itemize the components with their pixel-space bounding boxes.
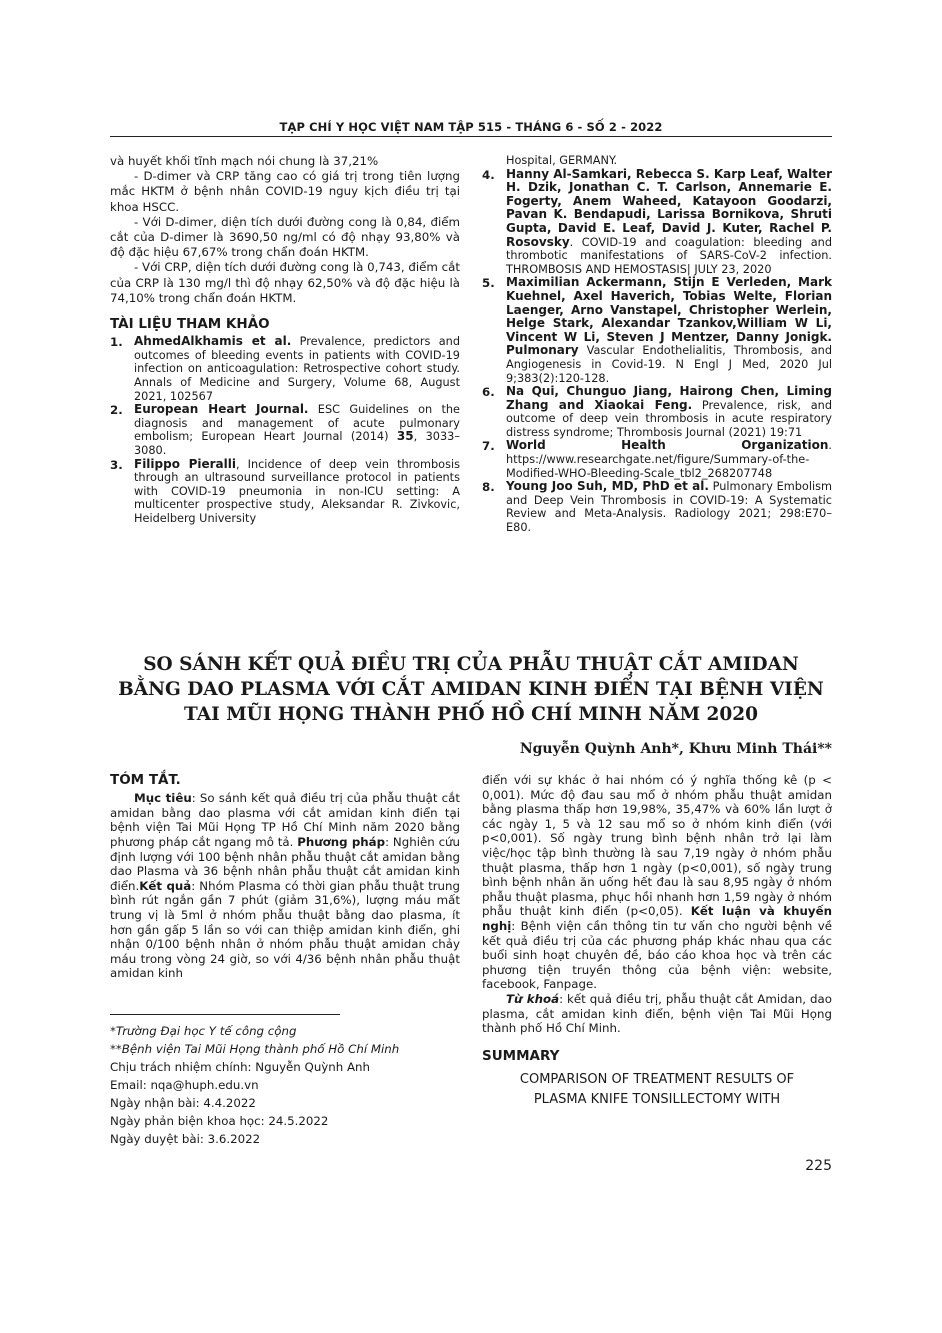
abstract-paragraph-cont — [482, 773, 832, 992]
reference-authors: Filippo Pieralli — [134, 456, 236, 471]
reference-text: Prevalence, predictors and outcomes of bleeding events in patients with COVID-19 infection on anticoagulation: Retrospective cohort study. Annals of Medicine and Surgery, Volume 68, August 2021, 102567 — [134, 335, 461, 403]
right-column — [482, 154, 832, 535]
reference-continued: Hospital, GERMANY. — [506, 154, 618, 167]
reference-authors: Na Qui, Chunguo Jiang, Hairong Chen, Liming Zhang and Xiaokai Feng. — [506, 384, 832, 412]
reference-authors: Hanny Al-Samkari, Rebecca S. Karp Leaf, Walter H. Dzik, Jonathan C. T. Carlson, Annemarie E. Fogerty, Anem Waheed, Katayoon Goodarzi, Pavan K. Bendapudi, Larissa Bornikova, Shruti Gupta, David E. Leaf, David J. Kuter, Rachel P. Rosovsky — [506, 166, 832, 249]
abstract-heading: TÓM TẮT. — [110, 772, 181, 788]
conclusion-line: - D-dimer và CRP tăng cao có giá trị trong tiên lượng mắc HKTM ở bệnh nhân COVID-19 nguy kịch điều trị tại khoa HSCC. — [110, 169, 460, 214]
result-text: : Nhóm Plasma có thời gian phẫu thuật trung bình rút ngắn gần 7 phút (giảm 31,6%), lượng máu mất trung vị là 5ml ở nhóm phẫu thuật bằng dao plasma, ít hơn gần gấp 5 lần so với can thiệp amidan kinh điển, ghi nhận 0/100 bệnh nhân ở nhóm phẫu thuật amidan chảy máu trong vòng 24 giờ, so với 4/36 bệnh nhân phẫu thuật amidan kinh — [110, 878, 460, 981]
reference-pages: , 3033–3080. — [134, 430, 460, 457]
keywords-label: Từ khoá — [506, 991, 560, 1006]
reference-authors: AhmedAlkhamis et al. — [134, 334, 292, 349]
abstract-left-column — [110, 773, 460, 981]
reference-text: Prevalence, risk, and outcome of deep vein thrombosis in acute respiratory distress syndrome; Thrombosis Journal (2021) 19:71 — [506, 398, 832, 439]
conclusion-line: - Với CRP, diện tích dưới đường cong là 0,743, điểm cắt của CRP là 130 mg/l thì độ nhạy 62,50% và độ đặc hiệu là 74,10% trong chẩn đoán HKTM. — [110, 260, 460, 305]
method-label: Phương pháp — [297, 834, 386, 849]
reference-item — [482, 385, 832, 439]
title-line: TAI MŨI HỌNG THÀNH PHỐ HỒ CHÍ MINH NĂM 2020 — [184, 704, 758, 725]
summary-title-line: PLASMA KNIFE TONSILLECTOMY WITH — [533, 1091, 781, 1107]
email: Email: nqa@huph.edu.vn — [110, 1078, 259, 1092]
left-column — [110, 154, 460, 526]
page-number: 225 — [805, 1158, 832, 1174]
summary-heading: SUMMARY — [482, 1047, 560, 1064]
references-heading: TÀI LIỆU THAM KHẢO — [110, 316, 270, 333]
reference-authors: World Health Organization — [506, 438, 829, 453]
reference-authors: Young Joo Suh, MD, PhD et al. — [506, 479, 709, 494]
article-title — [110, 652, 832, 727]
accepted-date: Ngày duyệt bài: 3.6.2022 — [110, 1132, 261, 1146]
received-date: Ngày nhận bài: 4.4.2022 — [110, 1096, 256, 1110]
reference-number: 7. — [482, 439, 495, 454]
conclusion-line: - Với D-dimer, diện tích dưới đường cong là 0,84, điểm cắt của D-dimer là 3690,50 ng/ml có độ nhạy 93,80% và độ đặc hiệu 67,67% trong chẩn đoán HKTM. — [110, 214, 460, 260]
reference-number: 1. — [110, 335, 123, 350]
conclusion-label: Kết luận và khuyến nghị — [482, 904, 832, 933]
summary-title-line: COMPARISON OF TREATMENT RESULTS OF — [519, 1071, 795, 1087]
reference-number: 2. — [110, 403, 123, 418]
reference-volume: 35 — [396, 429, 414, 444]
keywords-paragraph — [482, 992, 832, 1036]
conclusion-text: : Bệnh viện cần thông tin tư vấn cho người bệnh về kết quả điều trị của các phương pháp khác nhau qua các buổi sinh hoạt chuyên đề, báo cáo khoa học và trên các phương tiện truyền thông của bệnh viện: website, facebook, Fanpage. — [482, 918, 832, 992]
reference-number: 8. — [482, 480, 495, 495]
reference-item — [482, 168, 832, 277]
reference-item — [110, 458, 460, 526]
abstract-paragraph — [110, 791, 460, 981]
keywords-text: : kết quả điều trị, phẫu thuật cắt Amidan, dao plasma, cắt amidan kinh điển, bệnh viện Tai Mũi Họng thành phố Hồ Chí Minh. — [482, 991, 832, 1036]
reference-item — [482, 480, 832, 534]
reference-number: 3. — [110, 457, 123, 472]
reference-item — [110, 403, 460, 457]
reference-authors: European Heart Journal. — [134, 402, 309, 417]
reference-number: 5. — [482, 276, 495, 291]
objective-text: : So sánh kết quả điều trị của phẫu thuật cắt amidan bằng dao plasma với cắt amidan kinh điển tại bệnh viện Tai Mũi Họng TP Hồ Chí Minh năm 2020 bằng phương pháp cắt ngang mô tả. — [110, 791, 460, 849]
affiliation-1: *Trường Đại học Y tế công cộng — [110, 1024, 297, 1038]
reference-number: 4. — [482, 167, 495, 182]
article-authors: Nguyễn Quỳnh Anh*, Khưu Minh Thái** — [519, 741, 832, 757]
conclusion-line: và huyết khối tĩnh mạch nói chung là 37,21% — [110, 154, 379, 168]
reference-text: . COVID-19 and coagulation: bleeding and thrombotic manifestations of SARS-CoV-2 infection. THROMBOSIS AND HEMOSTASIS| JULY 23, 2020 — [506, 235, 832, 276]
corresponding-author: Chịu trách nhiệm chính: Nguyễn Quỳnh Anh — [110, 1060, 371, 1074]
reference-text: ESC Guidelines on the diagnosis and management of acute pulmonary embolism; European Heart Journal (2014) — [134, 403, 461, 444]
objective-label: Mục tiêu — [134, 791, 192, 806]
reference-number: 6. — [482, 385, 495, 400]
reference-text: , Incidence of deep vein thrombosis through an ultrasound surveillance protocol in patients with COVID-19 pneumonia in non-ICU setting: A multicenter prospective study, Aleksandar R. Zivkovic, Heidelberg University — [134, 457, 460, 525]
method-text: : Nghiên cứu định lượng với 100 bệnh nhân phẫu thuật cắt amidan bằng dao Plasma và 36 bệnh nhân phẫu thuật cắt amidan kinh điển. — [110, 834, 461, 893]
result-text-cont: điển với sự khác ở hai nhóm có ý nghĩa thống kê (p < 0,001). Mức độ đau sau mổ ở nhóm phẫu thuật amidan bằng plasma thấp hơn 19,98%, 35,47% và 60% lần lượt ở các ngày 1, 5 và 12 sau mổ so ở nhóm kinh điển (với p<0,001). Số ngày trung bình bệnh nhân trở lại làm việc/học tập bình thường là sau 7,19 ngày ở nhóm phẫu thuật plasma, thấp hơn 1 ngày (p<0,001), số ngày trung bình bệnh nhân ăn uống hết đau là sau 8,95 ngày ở nhóm phẫu thuật plasma, phục hồi nhanh hơn 1,59 ngày ở nhóm phẫu thuật kinh điển (p<0,05). — [482, 773, 832, 919]
footnotes — [110, 1022, 460, 1148]
title-line: SO SÁNH KẾT QUẢ ĐIỀU TRỊ CỦA PHẪU THUẬT CẮT AMIDAN — [143, 654, 799, 675]
reference-authors: Maximilian Ackermann, Stijn E Verleden, Mark Kuehnel, Axel Haverich, Tobias Welte, Florian Laenger, Arno Vanstapel, Christopher Werlein, Helge Stark, Alexandar Tzankov,William W Li, Vincent W Li, Steven J Mentzer, Danny Jonigk. Pulmonary — [506, 275, 832, 358]
reference-item — [482, 276, 832, 385]
title-line: BẰNG DAO PLASMA VỚI CẮT AMIDAN KINH ĐIỂN TẠI BỆNH VIỆN — [118, 679, 824, 700]
header-rule — [110, 136, 832, 137]
reference-item — [482, 439, 832, 480]
reference-text: . https://www.researchgate.net/figure/Summary-of-the-Modified-WHO-Bleeding-Scale_tbl2_268207748 — [506, 439, 832, 480]
affiliation-2: **Bệnh viện Tai Mũi Họng thành phố Hồ Chí Minh — [110, 1042, 400, 1056]
result-label: Kết quả — [139, 878, 192, 893]
reviewed-date: Ngày phản biện khoa học: 24.5.2022 — [110, 1114, 329, 1128]
footnote-rule — [110, 1014, 340, 1015]
abstract-right-column — [482, 773, 832, 1110]
journal-header: TẠP CHÍ Y HỌC VIỆT NAM TẬP 515 - THÁNG 6 - SỐ 2 - 2022 — [279, 120, 663, 134]
summary-title — [482, 1070, 832, 1110]
reference-text: Vascular Endothelialitis, Thrombosis, and Angiogenesis in Covid-19. N Engl J Med, 2020 Jul 9;383(2):120-128. — [506, 344, 832, 385]
reference-text: Pulmonary Embolism and Deep Vein Thrombosis in COVID-19: A Systematic Review and Meta-Analysis. Radiology 2021; 298:E70–E80. — [506, 480, 832, 535]
reference-item — [110, 335, 460, 403]
